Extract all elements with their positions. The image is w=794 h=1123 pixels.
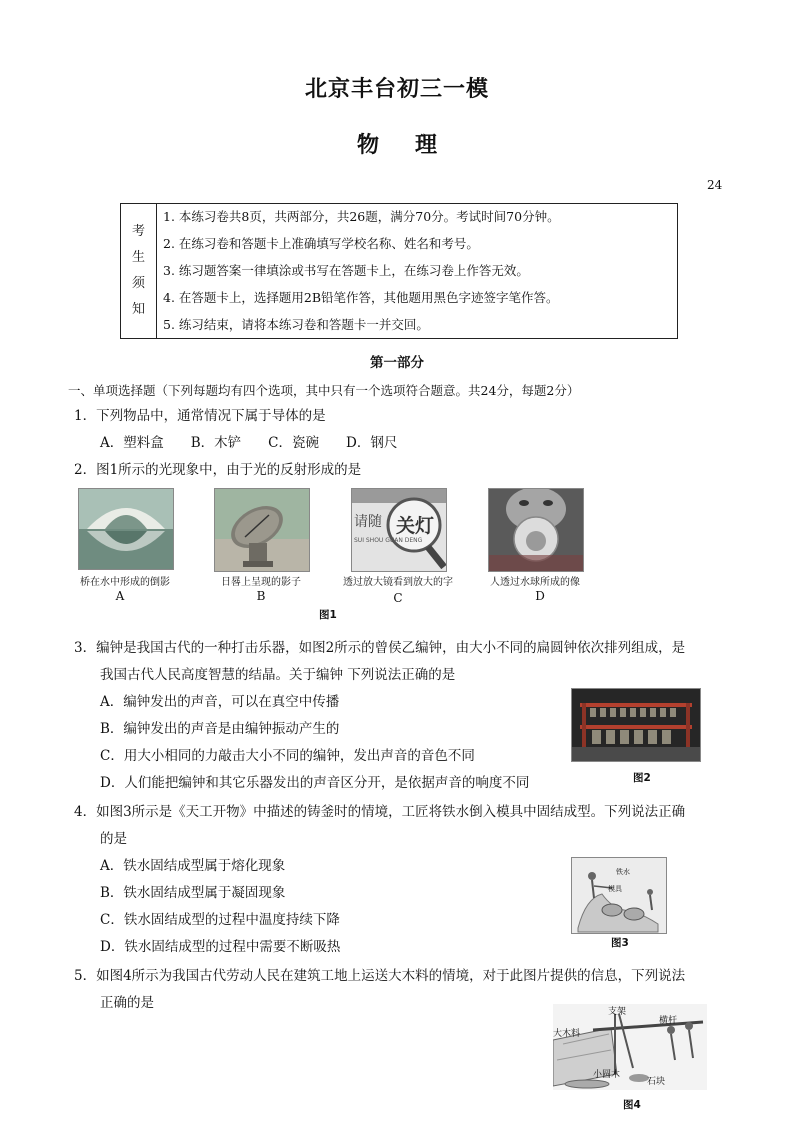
- figure-1-caption-b: 日晷上呈现的影子: [221, 577, 301, 588]
- question-4-stem-line-1: 4．如图3所示是《天工开物》中描述的铸釜时的情境，工匠将铁水倒入模具中固结成型。下列说法正确: [74, 804, 686, 820]
- question-4-option-a: A．铁水固结成型属于熔化现象: [100, 858, 286, 874]
- figure-3-label-molten-iron: 铁水: [616, 868, 630, 876]
- magnifier-text-small: 请随: [354, 514, 382, 530]
- question-5-stem-line-1: 5．如图4所示为我国古代劳动人民在建筑工地上运送大木料的情境，对于此图片提供的信息，下列说法: [74, 968, 686, 984]
- question-5-stem-line-2: 正确的是: [100, 995, 154, 1011]
- question-1-stem: 1．下列物品中，通常情况下属于导体的是: [74, 408, 326, 424]
- notice-label-char: 知: [131, 302, 145, 317]
- figure-1-image-b: [214, 488, 310, 572]
- notice-item: 1. 本练习卷共8页，共两部分，共26题，满分70分。考试时间70分钟。: [163, 209, 560, 224]
- figure-2-image: [571, 688, 701, 762]
- figure-1-letter-d: D: [535, 589, 545, 603]
- notice-label-char: 生: [131, 250, 145, 265]
- figure-1-caption-c: 透过放大镜看到放大的字: [343, 577, 453, 588]
- notice-items: [163, 206, 673, 341]
- question-4-option-b: B．铁水固结成型属于凝固现象: [100, 885, 286, 901]
- question-3-option-d: D．人们能把编钟和其它乐器发出的声音区分开，是依据声音的响度不同: [100, 775, 530, 791]
- figure-3-image: [571, 857, 667, 934]
- figure-1-caption-d: 人透过水球所成的像: [490, 577, 580, 588]
- question-4-option-d: D．铁水固结成型的过程中需要不断吸热: [100, 939, 341, 955]
- figure-1-letter-a: A: [115, 589, 125, 603]
- figure-1-image-c: [351, 488, 447, 572]
- figure-1-image-d: [488, 488, 584, 572]
- notice-item: 4. 在答题卡上，选择题用2B铅笔作答，其他题用黑色字迹签字笔作答。: [163, 290, 559, 305]
- figure-1-label: 图1: [319, 609, 337, 621]
- figure-2-label: 图2: [633, 772, 651, 784]
- subject-title: 物理: [356, 133, 473, 158]
- bridge-reflection-icon: [79, 489, 173, 569]
- part-heading: 第一部分: [370, 355, 424, 371]
- question-3-option-a: A．编钟发出的声音，可以在真空中传播: [100, 694, 340, 710]
- magnifier-subtext: SUI SHOU GUAN DENG: [354, 537, 423, 544]
- figure-1-caption-a: 桥在水中形成的倒影: [80, 577, 170, 588]
- water-ball-icon: [489, 489, 583, 571]
- figure-4-label-support: 支架: [608, 1007, 627, 1017]
- question-2-stem: 2．图1所示的光现象中，由于光的反射形成的是: [74, 462, 362, 478]
- question-3-stem-line-2: 我国古代人民高度智慧的结晶。关于编钟 下列说法正确的是: [100, 667, 456, 683]
- figure-3-label: 图3: [611, 937, 629, 949]
- magnifier-text-large: 关灯: [396, 515, 435, 537]
- bianzhong-bells-icon: [572, 689, 700, 761]
- figure-3-label-mold: 模具: [608, 885, 622, 893]
- figure-4-label-crossbar: 横杆: [659, 1016, 678, 1026]
- notice-label-char: 须: [131, 276, 145, 291]
- figure-4-label: 图4: [623, 1099, 641, 1111]
- figure-4-image: [553, 1004, 707, 1090]
- notice-item: 3. 练习题答案一律填涂或书写在答题卡上，在练习卷上作答无效。: [163, 263, 529, 278]
- sundial-icon: [215, 489, 309, 571]
- notice-label-char: 考: [131, 224, 145, 239]
- figure-1-letter-c: C: [393, 591, 403, 605]
- question-4-option-c: C．铁水固结成型的过程中温度持续下降: [100, 912, 340, 928]
- notice-label: [121, 204, 157, 338]
- question-3-stem-line-1: 3．编钟是我国古代的一种打击乐器，如图2所示的曾侯乙编钟，由大小不同的扁圆钟依次排列组成，是: [74, 640, 686, 656]
- page-title: 北京丰台初三一模: [304, 77, 489, 102]
- page-number: 24: [707, 178, 723, 192]
- figure-4-label-timber: 大木料: [553, 1029, 581, 1039]
- lever-timber-icon: [553, 1004, 707, 1090]
- notice-item: 5. 练习结束，请将本练习卷和答题卡一并交回。: [163, 317, 429, 332]
- notice-box: [120, 203, 678, 339]
- section-heading: 一、单项选择题（下列每题均有四个选项，其中只有一个选项符合题意。共24分，每题2分）: [68, 383, 580, 398]
- question-3-option-c: C．用大小相同的力敲击大小不同的编钟，发出声音的音色不同: [100, 748, 475, 764]
- question-1-options: A．塑料盒 B．木铲 C．瓷碗 D．钢尺: [100, 435, 398, 451]
- figure-4-label-log: 小圆木: [593, 1070, 621, 1080]
- figure-1-image-a: [78, 488, 174, 570]
- question-3-option-b: B．编钟发出的声音是由编钟振动产生的: [100, 721, 340, 737]
- question-4-stem-line-2: 的是: [100, 831, 127, 847]
- figure-1-letter-b: B: [256, 589, 266, 603]
- figure-4-label-stone: 石块: [647, 1077, 666, 1087]
- notice-item: 2. 在练习卷和答题卡上准确填写学校名称、姓名和考号。: [163, 236, 479, 251]
